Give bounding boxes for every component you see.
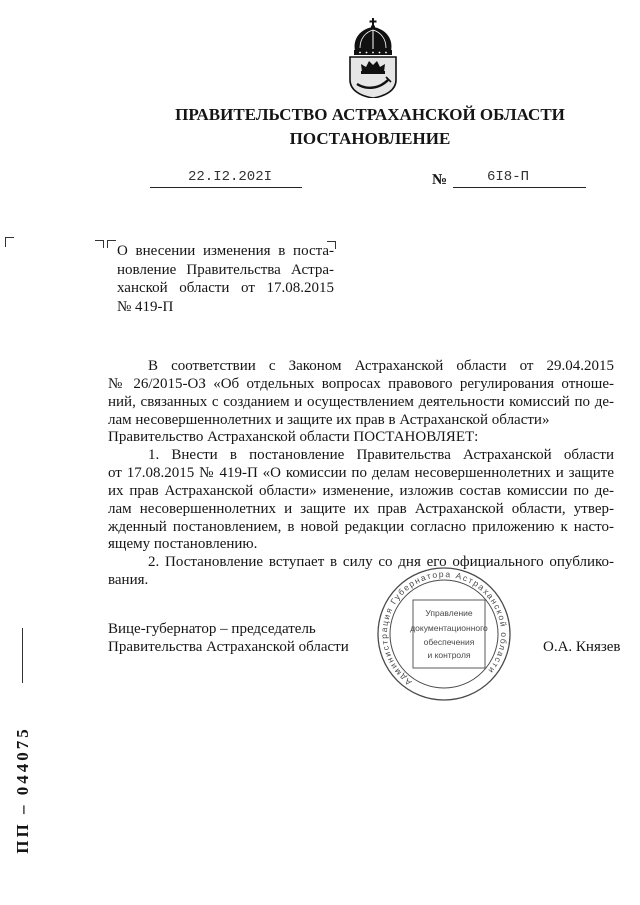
- date-underline: [150, 187, 302, 188]
- body-line: лам несовершеннолетних и защите их прав в Астраханской области»: [108, 411, 550, 428]
- margin-line: [22, 628, 23, 683]
- form-serial-number: ПП – 044075: [13, 726, 32, 854]
- body-line: вания.: [108, 572, 149, 589]
- stamp-inner-line: и контроля: [427, 650, 471, 660]
- body-line: ний, связанных с созданием и осуществлением деятельности комиссий по де-: [108, 393, 614, 410]
- emblem-crown: [354, 18, 392, 55]
- subject-line: новление Правительства Астра-: [117, 261, 334, 278]
- stamp-outer-ring: [378, 568, 510, 700]
- body-line: В соответствии с Законом Астраханской области от 29.04.2015: [148, 358, 614, 374]
- corner-mark: [95, 240, 104, 248]
- body-line: № 26/2015-ОЗ «Об отдельных вопросах правового регулирования отноше-: [108, 375, 614, 392]
- number-sign: №: [432, 172, 448, 188]
- body-line: 2. Постановление вступает в силу со дня его официального опублико-: [148, 554, 614, 571]
- signatory-position: Вице-губернатор – председатель: [108, 621, 316, 637]
- document-date: 22.I2.202I: [188, 169, 273, 185]
- body-line: их прав Астраханской области» изменение, изложив состав комиссии по де-: [108, 482, 614, 499]
- body-line: 1. Внести в постановление Правительства Астраханской области: [148, 447, 614, 464]
- document-body: [108, 358, 614, 590]
- emblem-shield: [350, 57, 396, 98]
- stamp-inner-line: Управление: [425, 608, 473, 618]
- subject-line: ханской области от 17.08.2015: [117, 280, 334, 296]
- document-subject: [117, 242, 334, 316]
- body-line: от 17.08.2015 № 419-П «О комиссии по делам несовершеннолетних и защите: [108, 465, 614, 482]
- body-line: жденный постановлением, в новой редакции согласно приложению к насто-: [108, 518, 614, 535]
- body-line: Правительство Астраханской области ПОСТАНОВЛЯЕТ:: [108, 429, 479, 446]
- stamp-ring-textpath: Администрация Губернатора Астраханской области: [378, 568, 510, 688]
- corner-mark: [107, 240, 116, 248]
- document-type: ПОСТАНОВЛЕНИЕ: [289, 129, 451, 148]
- document-number: 6I8-П: [487, 169, 530, 185]
- subject-line: № 419-П: [117, 298, 174, 315]
- number-underline: [453, 187, 586, 188]
- subject-line: О внесении изменения в поста-: [117, 243, 334, 259]
- astrakhan-coat-of-arms-icon: [346, 18, 400, 98]
- signatory-position: Правительства Астраханской области: [108, 639, 349, 655]
- body-line: лам несовершеннолетних и защите их прав Астраханской области, утвер-: [108, 500, 614, 517]
- official-stamp: [375, 565, 513, 703]
- signatory-name: О.А. Князев: [543, 639, 621, 655]
- organization-title: ПРАВИТЕЛЬСТВО АСТРАХАНСКОЙ ОБЛАСТИ: [175, 105, 565, 124]
- stamp-inner-line: документационного: [410, 623, 488, 633]
- stamp-inner-ring: [390, 580, 498, 688]
- body-line: ящему постановлению.: [108, 536, 258, 553]
- stamp-inner-line: обеспечения: [423, 637, 475, 647]
- corner-mark: [5, 237, 14, 247]
